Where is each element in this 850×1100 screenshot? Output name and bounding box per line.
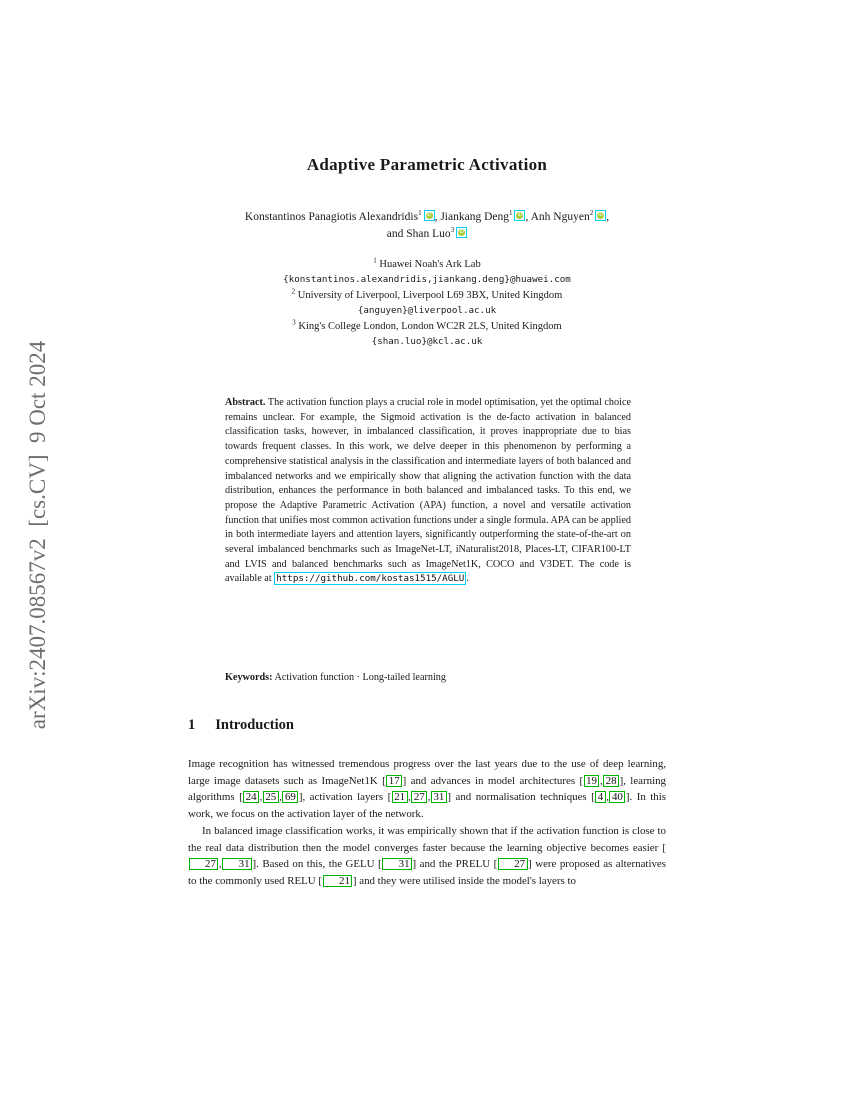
introduction-body [188, 756, 666, 890]
orcid-logo-circle: iD [459, 229, 465, 235]
superscript-affiliation-marker: 1 [508, 209, 513, 218]
email-text: {shan.luo}@kcl.ac.uk [371, 336, 483, 348]
orcid-logo-circle: iD [426, 212, 432, 218]
affiliation-email-1 [148, 272, 706, 287]
superscript-affiliation-marker: 1 [418, 209, 422, 218]
affiliations-block [148, 257, 706, 349]
citation-link[interactable]: 40 [609, 791, 625, 803]
bold-text: Abstract. [225, 397, 266, 408]
author-line: Konstantinos Panagiotis Alexandridis$^1$ iD , Jiankang Deng$^1$ iD , Anh Nguyen$^2$ iD , and Shan Luo$^3$ iD [244, 209, 610, 240]
affiliation-line-2: $^2$ University of Liverpool, Liverpool L69 3BX, United Kingdom [291, 287, 563, 301]
code-url-link[interactable]: https://github.com/kostas1515/AGLU [276, 573, 465, 585]
citation-link[interactable]: 17 [386, 775, 402, 787]
citation-link[interactable]: 31 [222, 858, 252, 870]
affiliation-line-1: $^1$ Huawei Noah's Ark Lab [373, 256, 481, 270]
superscript-affiliation-marker: 3 [292, 318, 296, 327]
citation-link[interactable]: 25 [263, 791, 279, 803]
orcid-icon[interactable] [424, 210, 435, 221]
orcid-logo-circle: iD [517, 212, 523, 218]
paragraph-2: In balanced image classification works, it was empirically shown that if the activation function is close to the real data distribution then the model converges faster because the learning objective becomes easier [27 , 31 ]. Based on this, the GELU [ 31 ] and the PRELU [ 27 ] were proposed as alternatives to the commonly used RELU [ 21 ] and they were utilised inside the model's layers to [188, 824, 667, 887]
affiliation-line-3: $^3$ King's College London, London WC2R 2LS, United Kingdom [292, 318, 562, 332]
section-heading [188, 717, 666, 734]
orcid-icon[interactable] [595, 210, 606, 221]
section-number: 1 [188, 717, 196, 733]
citation-link[interactable]: 31 [382, 858, 412, 870]
citation-link[interactable]: 27 [411, 791, 427, 803]
email-text: {konstantinos.alexandridis,jiankang.deng}@huawei.com [283, 274, 571, 286]
citation-link[interactable]: 31 [431, 791, 447, 803]
citation-link[interactable]: 27 [189, 858, 219, 870]
section-title: Introduction [215, 717, 294, 733]
keywords: Keywords: Activation function · Long-tailed learning [225, 672, 446, 683]
citation-link[interactable]: 27 [498, 858, 528, 870]
citation-link[interactable]: 19 [584, 775, 600, 787]
email-text: {anguyen}@liverpool.ac.uk [357, 305, 497, 317]
superscript-affiliation-marker: 2 [291, 287, 296, 296]
orcid-icon[interactable] [514, 210, 525, 221]
orcid-icon[interactable] [456, 227, 467, 238]
abstract: Abstract. The activation function plays a crucial role in model optimisation, yet the optimal choice remains unclear. For example, the Sigmoid activation is the de-facto activation in balanced classification tasks, however, in imbalanced classification, it proves inappropriate due to bias towards frequent classes. In this work, we delve deeper in this phenomenon by performing a comprehensive statistical analysis in the classification and intermediate layers of both balanced and imbalanced networks and we empirically show that aligning the activation function with the data distribution, enhances the performance in both balanced and imbalanced tasks. To this end, we propose the Adaptive Parametric Activation (APA) function, a novel and versatile activation function that unifies most common activation functions under a single formula. APA can be applied in both intermediate layers and attention layers, significantly outperforming the state-of-the-art on several imbalanced benchmarks such as ImageNet-LT, iNaturalist2018, Places-LT, CIFAR100-LT and LVIS and balanced benchmarks such as ImageNet1K, COCO and V3DET. The code is available at https://github.com/kostas1515/AGLU . [225, 397, 631, 585]
citation-link[interactable]: 24 [243, 791, 259, 803]
orcid-logo-circle: iD [598, 212, 604, 218]
citation-link[interactable]: 28 [603, 775, 619, 787]
citation-link[interactable]: 21 [392, 791, 408, 803]
citation-link[interactable]: 69 [282, 791, 298, 803]
citation-link[interactable]: 21 [323, 875, 353, 887]
bold-text: Keywords: [225, 672, 273, 683]
citation-link[interactable]: 4 [595, 791, 605, 803]
paper-title: Adaptive Parametric Activation [306, 155, 548, 174]
superscript-affiliation-marker: 1 [373, 256, 377, 265]
superscript-affiliation-marker: 2 [589, 209, 594, 218]
superscript-affiliation-marker: 3 [450, 226, 455, 235]
arxiv-stamp: arXiv:2407.08567v2 [cs.CV] 9 Oct 2024 [25, 340, 50, 730]
affiliation-email-3 [148, 334, 706, 349]
affiliation-email-2 [148, 303, 706, 318]
paragraph-1: Image recognition has witnessed tremendous progress over the last years due to the use of deep learning, large image datasets such as ImageNet1K [ 17 ] and advances in model architectures [ 19 , 28 ], learning algorithms [ 24 , 25 , 69 ], activation layers [ 21 , 27 , 31 ] and normalisation techniques [ 4 , 40 ]. In this work, we focus on the activation layer of the network. [188, 758, 666, 821]
